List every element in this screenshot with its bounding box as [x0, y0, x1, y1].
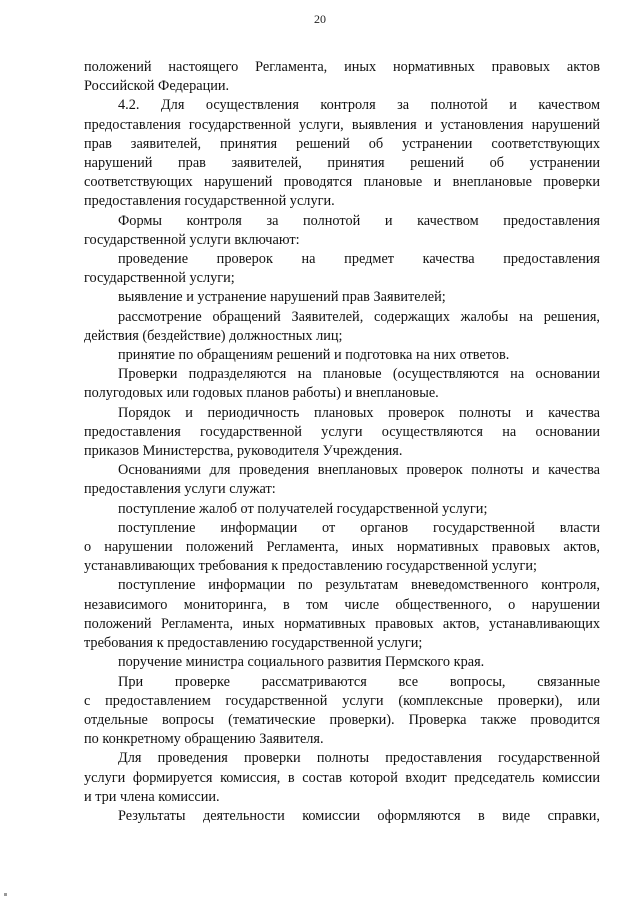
text-line: прав заявителей, принятия решений об устранении соответствующих — [84, 135, 600, 152]
text-line: поступление информации от органов государственной власти — [118, 519, 600, 536]
text-line: с предоставлением государственной услуги (комплексные проверки), или — [84, 692, 600, 709]
text-line: по конкретному обращению Заявителя. — [84, 731, 324, 748]
text-line: Формы контроля за полнотой и качеством предоставления — [118, 212, 600, 229]
text-line: принятие по обращениям решений и подготовка на них ответов. — [118, 347, 510, 364]
text-line: При проверке рассматриваются все вопросы, связанные — [118, 673, 600, 690]
text-line: положений Регламента, иных нормативных правовых актов, устанавливающих — [84, 615, 600, 632]
text-line: Российской Федерации. — [84, 78, 230, 95]
text-line: предоставления государственной услуги осуществляются на основании — [84, 423, 600, 440]
scan-artifact — [4, 893, 7, 896]
text-line: рассмотрение обращений Заявителей, содержащих жалобы на решения, — [118, 308, 600, 325]
page-number: 20 — [314, 12, 326, 26]
text-line: Основаниями для проведения внеплановых проверок полноты и качества — [118, 462, 600, 479]
text-line: предоставления государственной услуги, выявления и установления нарушений — [84, 116, 600, 133]
text-line: положений настоящего Регламента, иных нормативных правовых актов — [84, 59, 600, 75]
text-line: Порядок и периодичность плановых проверок полноты и качества — [118, 404, 600, 421]
text-line: Проверки подразделяются на плановые (осуществляются на основании — [118, 366, 600, 383]
text-line: поступление информации по результатам вневедомственного контроля, — [118, 577, 600, 594]
text-line: соответствующих нарушений проводятся плановые и внеплановые проверки — [84, 174, 600, 191]
document-body — [84, 58, 600, 826]
text-line: услуги формируется комиссия, в состав которой входит председатель комиссии — [84, 769, 600, 786]
text-line: выявление и устранение нарушений прав Заявителей; — [118, 289, 446, 306]
text-line: Для проведения проверки полноты предоставления государственной — [118, 750, 600, 767]
text-line: предоставления государственной услуги. — [84, 193, 335, 210]
text-line: государственной услуги; — [84, 270, 235, 287]
text-line: государственной услуги включают: — [84, 231, 300, 248]
text-line: о нарушении положений Регламента, иных нормативных правовых актов, — [84, 539, 600, 556]
text-line: отдельные вопросы (тематические проверки). Проверка также проводится — [84, 711, 600, 728]
text-line: предоставления услуги служат: — [84, 481, 276, 498]
text-line: Результаты деятельности комиссии оформляются в виде справки, — [118, 807, 600, 824]
text-line: полугодовых или годовых планов работы) и внеплановые. — [84, 385, 439, 402]
text-line: независимого мониторинга, в том числе общественного, о нарушении — [84, 596, 600, 613]
text-line: поручение министра социального развития Пермского края. — [118, 654, 485, 671]
text-line: приказов Министерства, руководителя Учреждения. — [84, 443, 403, 460]
text-line: проведение проверок на предмет качества предоставления — [118, 251, 600, 268]
text-line: нарушений прав заявителей, принятия решений об устранении — [84, 155, 600, 172]
text-line: и три члена комиссии. — [84, 788, 220, 805]
text-line: поступление жалоб от получателей государственной услуги; — [118, 500, 488, 517]
text-line: действия (бездействие) должностных лиц; — [84, 327, 343, 344]
text-line: 4.2. Для осуществления контроля за полнотой и качеством — [118, 97, 600, 114]
text-line: требования к предоставлению государственной услуги; — [84, 635, 423, 652]
text-line: устанавливающих требования к предоставлению государственной услуги; — [84, 558, 537, 575]
